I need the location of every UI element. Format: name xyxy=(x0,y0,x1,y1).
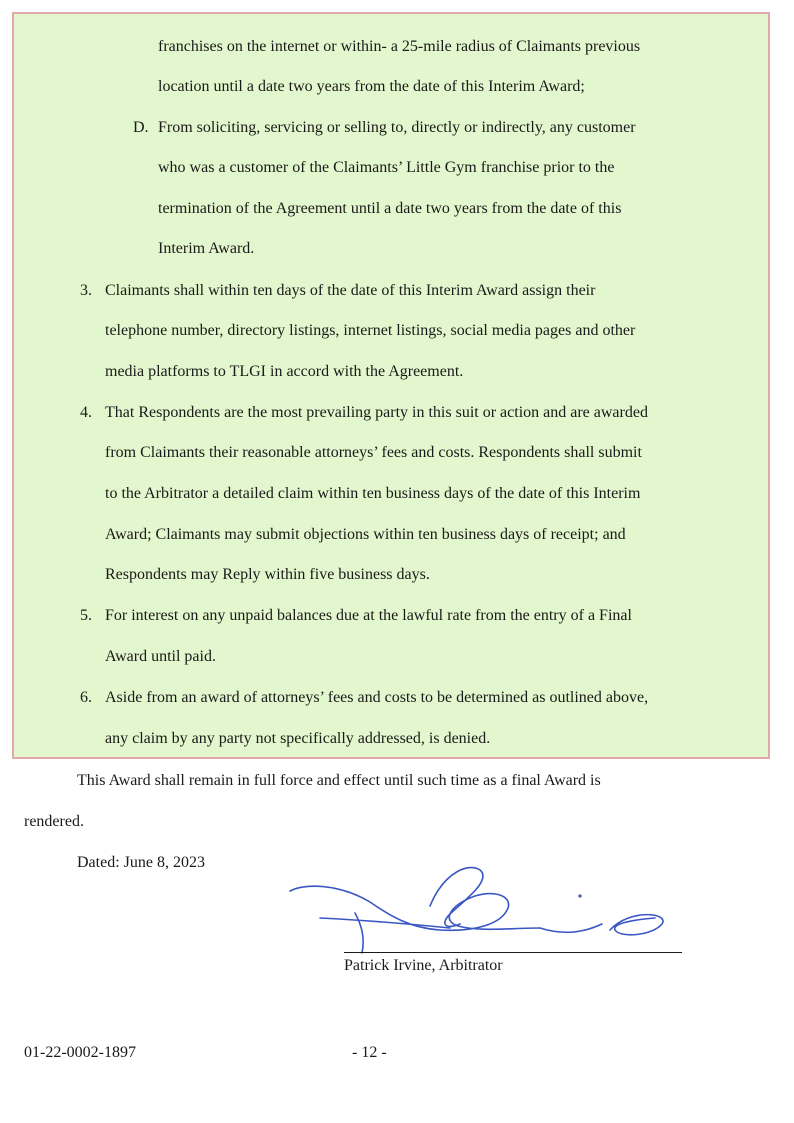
item-4-text-line-5: Respondents may Reply within five business days. xyxy=(105,566,430,583)
case-number: 01-22-0002-1897 xyxy=(24,1044,136,1061)
item-d-text-line-2: who was a customer of the Claimants’ Little Gym franchise prior to the xyxy=(158,159,615,176)
item-6-marker: 6. xyxy=(80,689,92,706)
item-5-text-line-2: Award until paid. xyxy=(105,648,216,665)
item-4-text-line-4: Award; Claimants may submit objections within ten business days of receipt; and xyxy=(105,526,626,543)
item-d-text-line-1: From soliciting, servicing or selling to, directly or indirectly, any customer xyxy=(158,119,636,136)
arbitrator-signature xyxy=(280,858,680,958)
closing-text-line-1: This Award shall remain in full force and effect until such time as a final Award is xyxy=(77,772,601,789)
item-3-text-line-3: media platforms to TLGI in accord with the Agreement. xyxy=(105,363,464,380)
item-4-text-line-3: to the Arbitrator a detailed claim within ten business days of the date of this Interim xyxy=(105,485,641,502)
page-number: - 12 - xyxy=(352,1044,387,1061)
item-3-text-line-1: Claimants shall within ten days of the date of this Interim Award assign their xyxy=(105,282,596,299)
item-d-text-line-4: Interim Award. xyxy=(158,240,255,257)
item-4-text-line-2: from Claimants their reasonable attorneys’ fees and costs. Respondents shall submit xyxy=(105,444,642,461)
item-c-text-line-1: franchises on the internet or within- a 25-mile radius of Claimants previous xyxy=(158,38,641,55)
item-6-text-line-2: any claim by any party not specifically addressed, is denied. xyxy=(105,730,491,747)
item-c-text-line-2: location until a date two years from the date of this Interim Award; xyxy=(158,78,585,95)
arbitrator-name: Patrick Irvine, Arbitrator xyxy=(344,957,503,974)
item-5-text-line-1: For interest on any unpaid balances due at the lawful rate from the entry of a Final xyxy=(105,607,632,624)
item-d-marker: D. xyxy=(133,119,149,136)
item-3-marker: 3. xyxy=(80,282,92,299)
item-3-text-line-2: telephone number, directory listings, internet listings, social media pages and other xyxy=(105,322,636,339)
dated-line: Dated: June 8, 2023 xyxy=(77,854,205,871)
item-6-text-line-1: Aside from an award of attorneys’ fees and costs to be determined as outlined above, xyxy=(105,689,649,706)
item-4-marker: 4. xyxy=(80,404,92,421)
item-4-text-line-1: That Respondents are the most prevailing party in this suit or action and are awarded xyxy=(105,404,648,421)
closing-text-line-2: rendered. xyxy=(24,813,84,830)
signature-line xyxy=(344,952,682,953)
item-d-text-line-3: termination of the Agreement until a date two years from the date of this xyxy=(158,200,622,217)
item-5-marker: 5. xyxy=(80,607,92,624)
